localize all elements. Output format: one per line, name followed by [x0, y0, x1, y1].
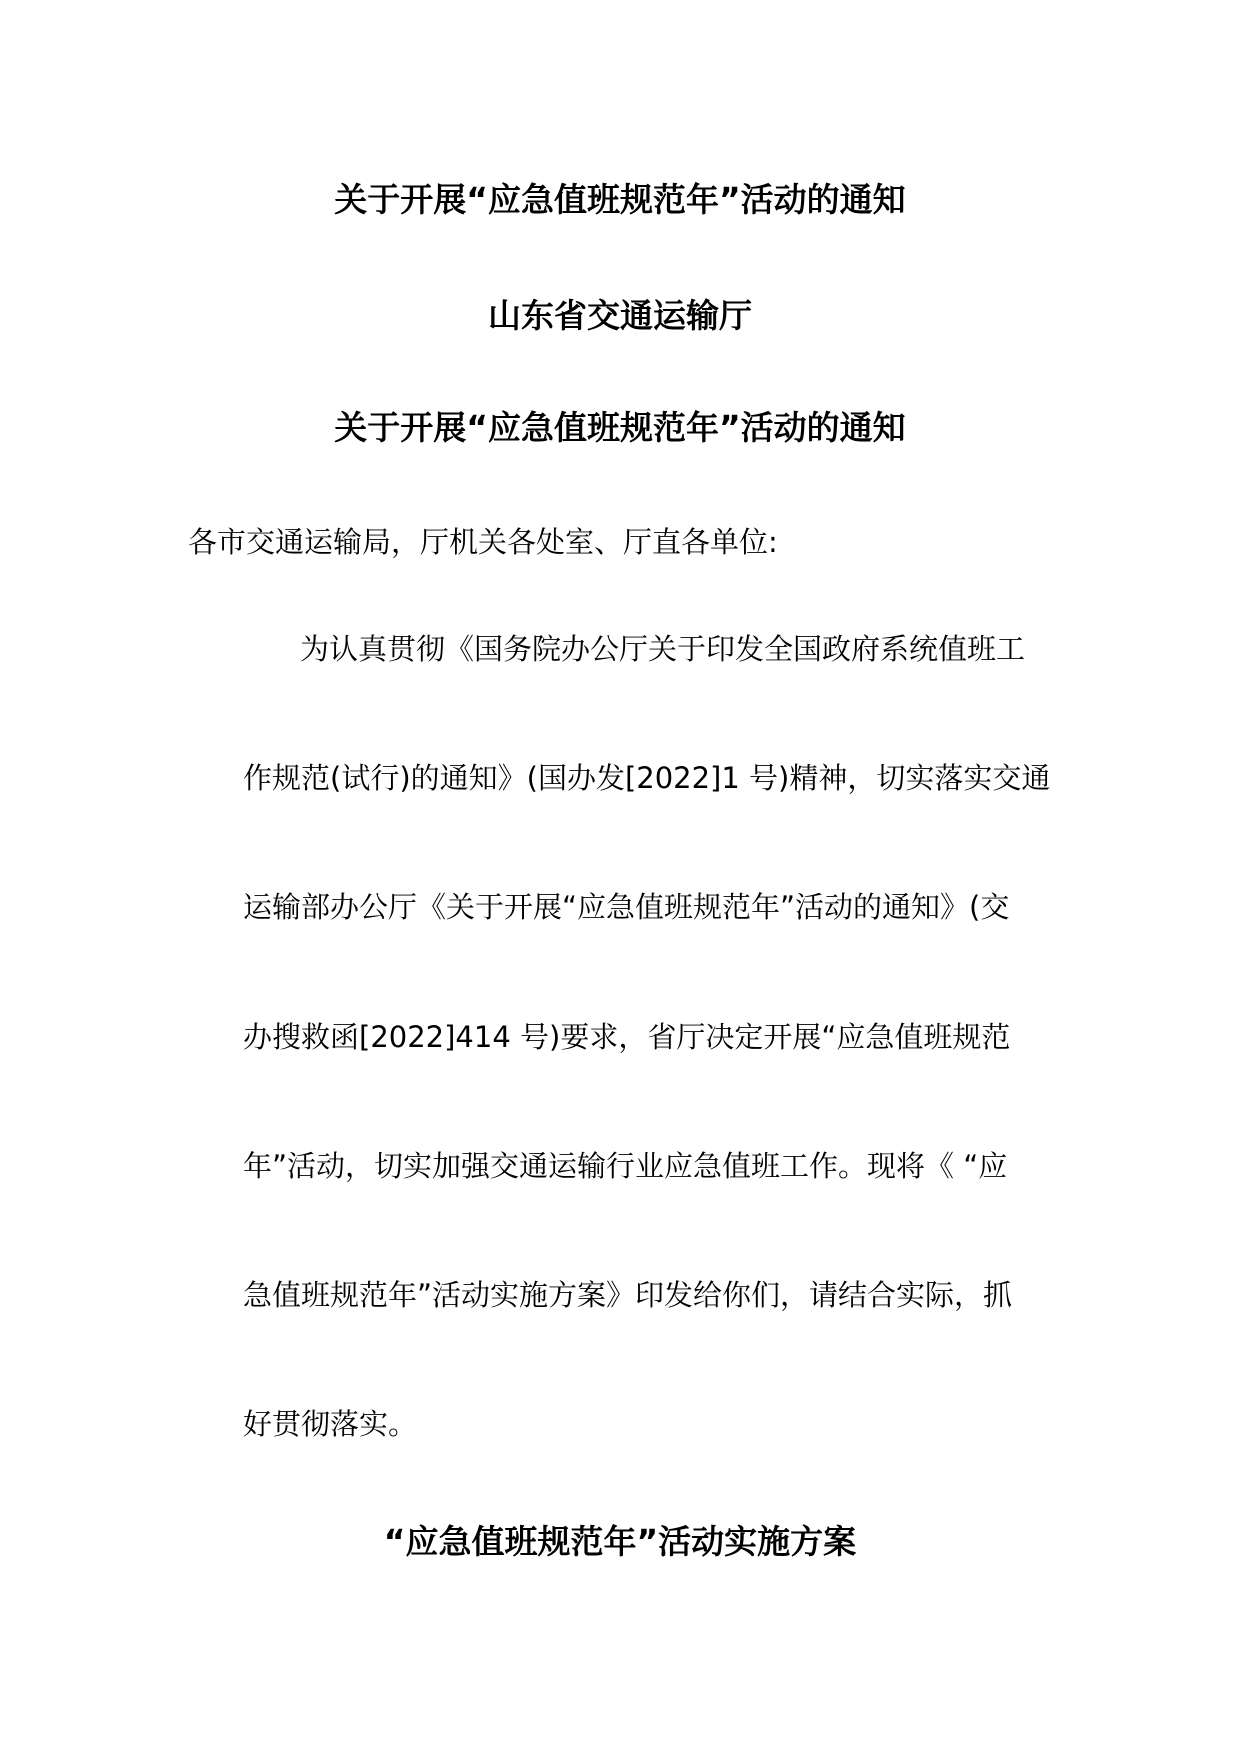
- plan-title: “应急值班规范年”活动实施方案: [383, 1522, 857, 1561]
- body-line: 作规范(试行)的通知》(国办发[2022]1 号)精神，切实落实交通: [243, 761, 1051, 795]
- salutation: 各市交通运输局，厅机关各处室、厅直各单位:: [188, 525, 778, 559]
- document-title: 关于开展“应急值班规范年”活动的通知: [334, 180, 906, 219]
- body-line: 急值班规范年”活动实施方案》印发给你们，请结合实际，抓: [243, 1278, 1013, 1312]
- body-line: 运输部办公厅《关于开展“应急值班规范年”活动的通知》(交: [243, 890, 1010, 924]
- body-line: 办搜救函[2022]414 号)要求，省厅决定开展“应急值班规范: [243, 1020, 1011, 1054]
- notice-title: 关于开展“应急值班规范年”活动的通知: [334, 408, 906, 447]
- body-line: 好贯彻落实。: [243, 1407, 418, 1441]
- body-line: 为认真贯彻《国务院办公厅关于印发全国政府系统值班工: [300, 632, 1026, 666]
- body-line: 年”活动，切实加强交通运输行业应急值班工作。现将《 “应: [243, 1149, 1008, 1183]
- issuer-name: 山东省交通运输厅: [488, 296, 752, 335]
